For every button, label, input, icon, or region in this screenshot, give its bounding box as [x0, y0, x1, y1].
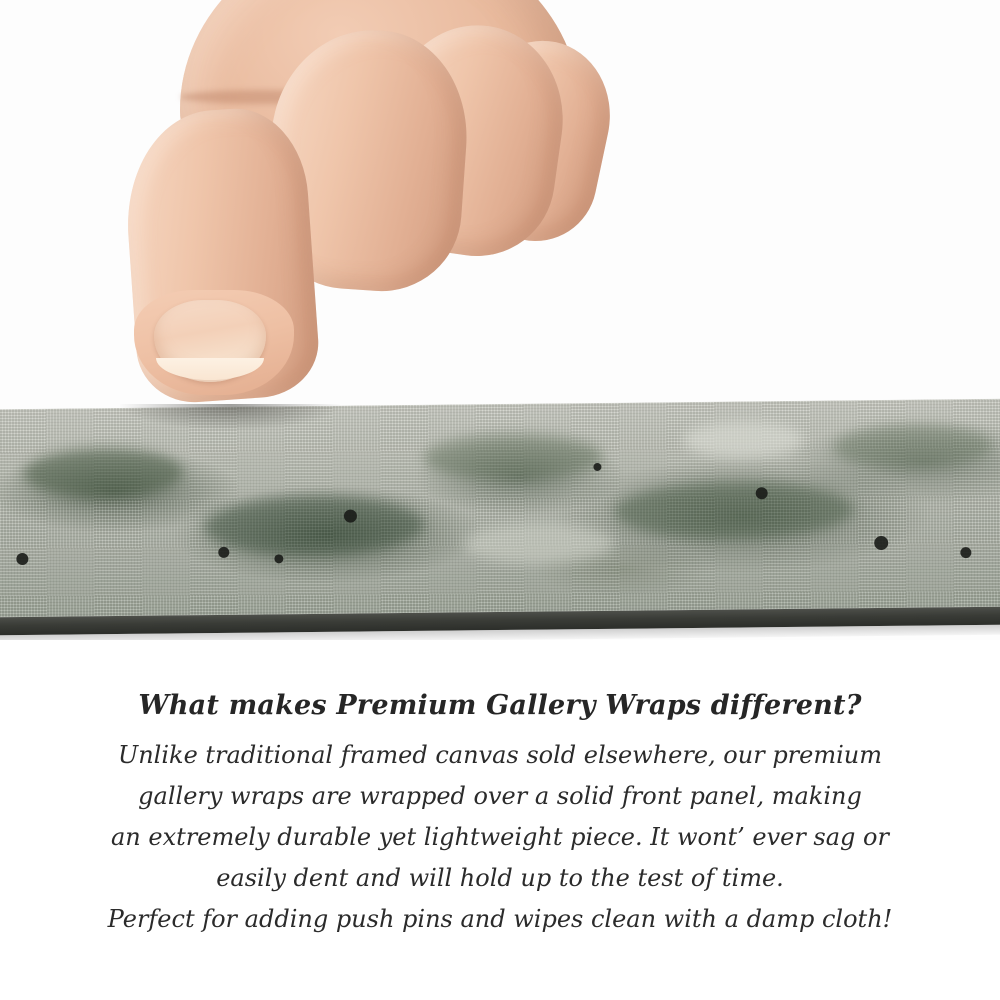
canvas-speck — [218, 547, 229, 558]
caption-line: easily dent and will hold up to the test of time. — [216, 864, 784, 892]
hand-pressing-canvas — [120, 0, 580, 440]
gallery-wrap-canvas — [0, 399, 1000, 640]
canvas-printed-face — [0, 399, 1000, 618]
caption-title: What makes Premium Gallery Wraps different? — [138, 690, 862, 721]
caption-line: Unlike traditional framed canvas sold elsewhere, our premium — [117, 741, 882, 769]
caption-line: gallery wraps are wrapped over a solid front panel, making — [138, 782, 862, 810]
caption-line: an extremely durable yet lightweight piece. It wont’ ever sag or — [111, 823, 889, 851]
canvas-speck — [274, 554, 283, 563]
caption-line: Perfect for adding push pins and wipes clean with a damp cloth! — [107, 905, 893, 933]
finger-contact-shadow — [120, 404, 340, 430]
caption-block — [0, 690, 1000, 940]
canvas-speck — [756, 487, 768, 499]
canvas-speck — [960, 547, 971, 558]
canvas-speck — [593, 463, 601, 471]
canvas-speck — [344, 509, 357, 522]
canvas-speck — [16, 553, 28, 565]
canvas-speck — [874, 536, 888, 550]
